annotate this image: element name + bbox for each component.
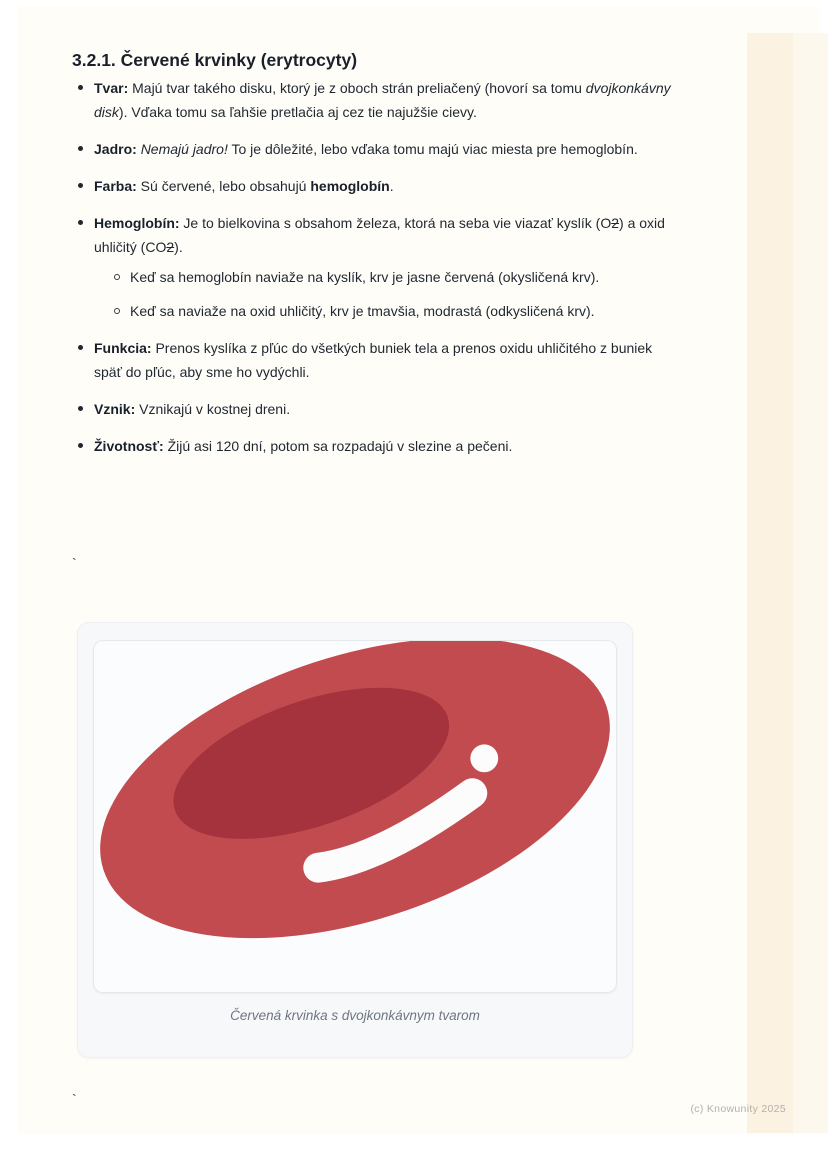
- bullet-dot-icon: [78, 406, 83, 411]
- list-item-text: [130, 299, 595, 323]
- strikethrough-text: 2: [166, 239, 175, 255]
- list-item-text: [94, 174, 394, 198]
- sub-bullet-list: [94, 265, 679, 323]
- bold-text: Životnosť:: [94, 438, 164, 454]
- disc-bullet-marker: [72, 211, 94, 323]
- text: Vznikajú v kostnej dreni.: [135, 401, 291, 417]
- text: ). Vďaka tomu sa ľahšie pretlačia aj cez tie najužšie cievy.: [118, 104, 477, 120]
- bold-text: Hemoglobín:: [94, 215, 180, 231]
- bold-text: Vznik:: [94, 401, 136, 417]
- disc-bullet-marker: [72, 174, 94, 198]
- text: Keď sa hemoglobín naviaže na kyslík, krv je jasne červená (okysličená krv).: [130, 269, 600, 285]
- open-circle-icon: [114, 308, 120, 314]
- text: .: [389, 178, 394, 194]
- figure-caption: Červená krvinka s dvojkonkávnym tvarom: [230, 1008, 480, 1023]
- highlight-dot: [470, 744, 498, 772]
- text: Keď sa naviaže na oxid uhličitý, krv je tmavšia, modrastá (odkysličená krv).: [130, 303, 595, 319]
- list-item-text: [94, 137, 638, 161]
- page-title: 3.2.1. Červené krvinky (erytrocyty): [72, 49, 358, 70]
- bullet-dot-icon: [78, 183, 83, 188]
- bold-text: Funkcia:: [94, 340, 152, 356]
- list-item-text: [94, 76, 679, 124]
- list-item: [72, 137, 748, 161]
- bullet-dot-icon: [78, 345, 83, 350]
- text: Žijú asi 120 dní, potom sa rozpadajú v slezine a pečeni.: [163, 438, 513, 454]
- bold-text: Farba:: [94, 178, 137, 194]
- text: Majú tvar takého disku, ktorý je z oboch strán preliačený (hovorí sa tomu: [128, 80, 586, 96]
- list-item: [72, 336, 748, 384]
- bullet-dot-icon: [78, 85, 83, 90]
- disc-bullet-marker: [72, 76, 94, 124]
- strikethrough-text: 2: [611, 215, 620, 231]
- bullet-dot-icon: [78, 443, 83, 448]
- sub-list-item: [108, 299, 679, 323]
- bold-text: Tvar:: [94, 80, 129, 96]
- figure-card: [77, 622, 633, 1058]
- bullet-dot-icon: [78, 146, 83, 151]
- open-circle-icon: [114, 274, 120, 280]
- list-item-text: [130, 265, 599, 289]
- disc-bullet-marker: [72, 397, 94, 421]
- sub-list-item: [108, 265, 679, 289]
- text: ).: [174, 239, 183, 255]
- text: ) a oxid uhličitý (CO: [94, 215, 665, 255]
- stray-backtick: `: [72, 555, 77, 571]
- disc-bullet-marker: [72, 137, 94, 161]
- red-blood-cell-illustration: [94, 641, 616, 992]
- text: Sú červené, lebo obsahujú: [136, 178, 311, 194]
- list-item: [72, 397, 748, 421]
- list-item-text: [94, 336, 679, 384]
- italic-text: Nemajú jadro!: [140, 141, 228, 157]
- list-item-text: [94, 434, 512, 458]
- disc-bullet-marker: [72, 336, 94, 384]
- disc-bullet-marker: [72, 434, 94, 458]
- bullet-list: [72, 76, 748, 471]
- text: Je to bielkovina s obsahom železa, ktorá na seba vie viazať kyslík (O: [179, 215, 612, 231]
- text: Prenos kyslíka z pľúc do všetkých buniek tela a prenos oxidu uhličitého z buniek späť do pľúc, aby sme ho vydýchli.: [94, 340, 653, 380]
- list-item-text: [94, 397, 290, 421]
- circle-bullet-marker: [108, 265, 130, 289]
- stray-backtick: `: [72, 1091, 77, 1107]
- circle-bullet-marker: [108, 299, 130, 323]
- figure-panel: [93, 640, 617, 993]
- bullet-dot-icon: [78, 220, 83, 225]
- list-item-text: [94, 211, 679, 323]
- list-item: [72, 211, 748, 323]
- bold-text: hemoglobín: [310, 178, 390, 194]
- bold-text: Jadro:: [94, 141, 137, 157]
- copyright-text: (c) Knowunity 2025: [690, 1103, 786, 1115]
- list-item: [72, 174, 748, 198]
- right-margin-strip: [747, 33, 828, 1133]
- list-item: [72, 76, 748, 124]
- text: To je dôležité, lebo vďaka tomu majú viac miesta pre hemoglobín.: [227, 141, 638, 157]
- list-item: [72, 434, 748, 458]
- italic-text: dvojkonkávny disk: [94, 80, 671, 120]
